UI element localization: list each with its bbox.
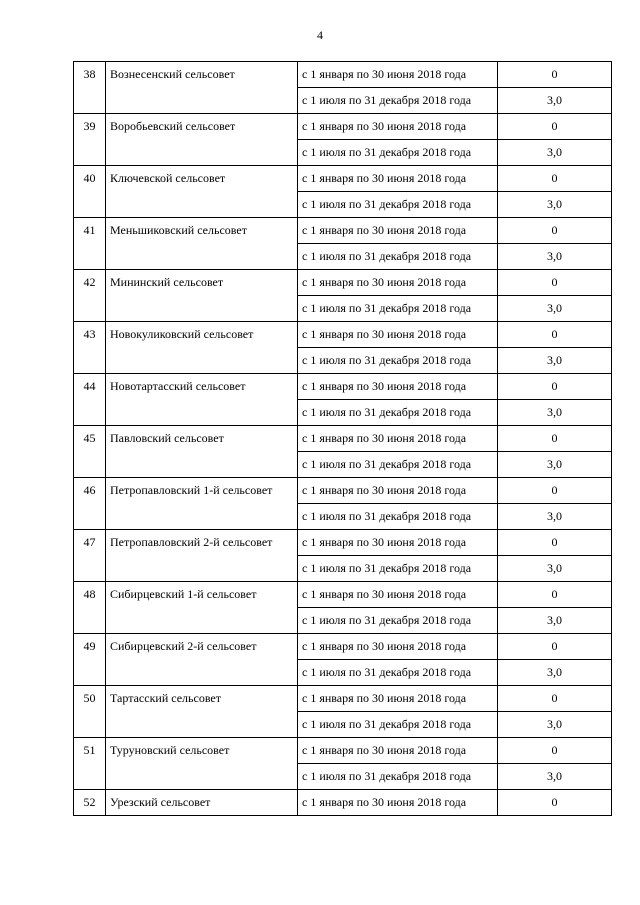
value-second-half: 3,0 [498,140,612,166]
value-first-half: 0 [498,426,612,452]
council-name: Ключевской сельсовет [106,166,298,218]
value-first-half: 0 [498,478,612,504]
table-row [74,738,612,764]
value-first-half: 0 [498,790,612,816]
period-second-half: с 1 июля по 31 декабря 2018 года [298,660,498,686]
value-second-half: 3,0 [498,504,612,530]
table-row [74,478,612,504]
value-first-half: 0 [498,738,612,764]
table-row [74,322,612,348]
value-second-half: 3,0 [498,192,612,218]
council-name: Сибирцевский 2-й сельсовет [106,634,298,686]
row-number: 52 [74,790,106,816]
council-name: Туруновский сельсовет [106,738,298,790]
period-second-half: с 1 июля по 31 декабря 2018 года [298,452,498,478]
value-second-half: 3,0 [498,400,612,426]
row-number: 47 [74,530,106,582]
period-first-half: с 1 января по 30 июня 2018 года [298,686,498,712]
row-number: 46 [74,478,106,530]
value-first-half: 0 [498,218,612,244]
period-second-half: с 1 июля по 31 декабря 2018 года [298,140,498,166]
council-name: Петропавловский 1-й сельсовет [106,478,298,530]
row-number: 40 [74,166,106,218]
period-first-half: с 1 января по 30 июня 2018 года [298,790,498,816]
period-first-half: с 1 января по 30 июня 2018 года [298,322,498,348]
row-number: 45 [74,426,106,478]
table-row [74,686,612,712]
row-number: 38 [74,62,106,114]
council-name: Новокуликовский сельсовет [106,322,298,374]
period-second-half: с 1 июля по 31 декабря 2018 года [298,712,498,738]
period-second-half: с 1 июля по 31 декабря 2018 года [298,764,498,790]
table-row [74,218,612,244]
table-body [74,62,612,816]
table-row [74,426,612,452]
row-number: 42 [74,270,106,322]
period-second-half: с 1 июля по 31 декабря 2018 года [298,400,498,426]
period-first-half: с 1 января по 30 июня 2018 года [298,738,498,764]
period-first-half: с 1 января по 30 июня 2018 года [298,218,498,244]
value-first-half: 0 [498,530,612,556]
table-row [74,582,612,608]
value-second-half: 3,0 [498,556,612,582]
value-first-half: 0 [498,322,612,348]
table-row [74,114,612,140]
period-second-half: с 1 июля по 31 декабря 2018 года [298,556,498,582]
period-second-half: с 1 июля по 31 декабря 2018 года [298,608,498,634]
table-row [74,530,612,556]
row-number: 51 [74,738,106,790]
period-first-half: с 1 января по 30 июня 2018 года [298,374,498,400]
row-number: 39 [74,114,106,166]
period-second-half: с 1 июля по 31 декабря 2018 года [298,192,498,218]
period-second-half: с 1 июля по 31 декабря 2018 года [298,504,498,530]
period-first-half: с 1 января по 30 июня 2018 года [298,270,498,296]
rates-table [73,61,612,816]
value-second-half: 3,0 [498,244,612,270]
value-first-half: 0 [498,634,612,660]
period-second-half: с 1 июля по 31 декабря 2018 года [298,296,498,322]
row-number: 44 [74,374,106,426]
row-number: 41 [74,218,106,270]
page-number: 4 [317,28,323,42]
period-first-half: с 1 января по 30 июня 2018 года [298,634,498,660]
period-first-half: с 1 января по 30 июня 2018 года [298,478,498,504]
value-second-half: 3,0 [498,660,612,686]
value-first-half: 0 [498,374,612,400]
council-name: Мининский сельсовет [106,270,298,322]
value-first-half: 0 [498,270,612,296]
value-second-half: 3,0 [498,712,612,738]
value-first-half: 0 [498,582,612,608]
table-row [74,166,612,192]
row-number: 50 [74,686,106,738]
value-second-half: 3,0 [498,608,612,634]
council-name: Петропавловский 2-й сельсовет [106,530,298,582]
row-number: 49 [74,634,106,686]
period-first-half: с 1 января по 30 июня 2018 года [298,62,498,88]
council-name: Вознесенский сельсовет [106,62,298,114]
period-second-half: с 1 июля по 31 декабря 2018 года [298,244,498,270]
council-name: Воробьевский сельсовет [106,114,298,166]
value-second-half: 3,0 [498,452,612,478]
value-second-half: 3,0 [498,348,612,374]
value-first-half: 0 [498,62,612,88]
council-name: Павловский сельсовет [106,426,298,478]
period-first-half: с 1 января по 30 июня 2018 года [298,166,498,192]
council-name: Тартасский сельсовет [106,686,298,738]
council-name: Меньшиковский сельсовет [106,218,298,270]
period-second-half: с 1 июля по 31 декабря 2018 года [298,88,498,114]
table-row [74,790,612,816]
period-first-half: с 1 января по 30 июня 2018 года [298,582,498,608]
period-second-half: с 1 июля по 31 декабря 2018 года [298,348,498,374]
value-first-half: 0 [498,166,612,192]
period-first-half: с 1 января по 30 июня 2018 года [298,114,498,140]
table-row [74,270,612,296]
row-number: 48 [74,582,106,634]
value-second-half: 3,0 [498,296,612,322]
table-row [74,634,612,660]
period-first-half: с 1 января по 30 июня 2018 года [298,530,498,556]
value-first-half: 0 [498,686,612,712]
value-first-half: 0 [498,114,612,140]
council-name: Сибирцевский 1-й сельсовет [106,582,298,634]
row-number: 43 [74,322,106,374]
council-name: Урезский сельсовет [106,790,298,816]
value-second-half: 3,0 [498,88,612,114]
value-second-half: 3,0 [498,764,612,790]
table-row [74,374,612,400]
table-row [74,62,612,88]
council-name: Новотартасский сельсовет [106,374,298,426]
period-first-half: с 1 января по 30 июня 2018 года [298,426,498,452]
